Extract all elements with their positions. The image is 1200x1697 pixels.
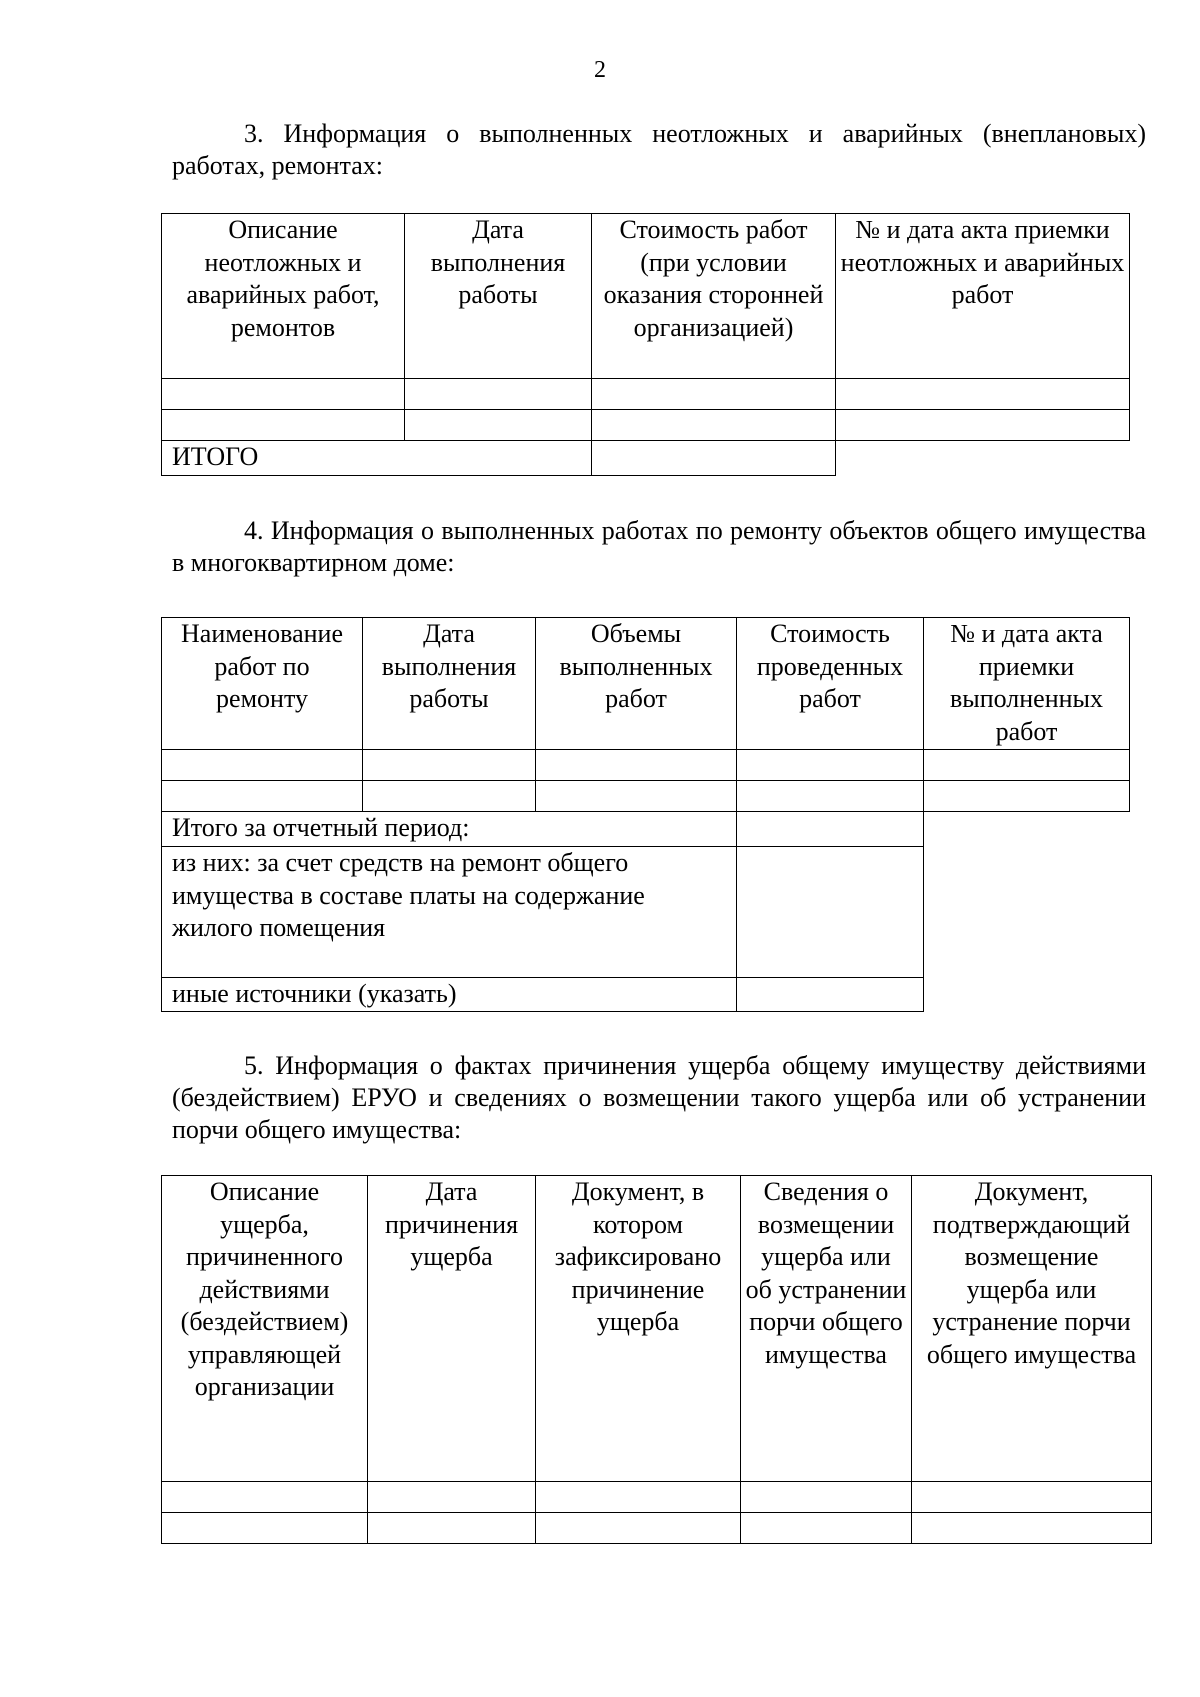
table-row <box>162 781 1130 812</box>
s4-col-volume: Объемы выполненных работ <box>536 618 737 750</box>
s3-total-row <box>162 441 1130 476</box>
s5-col-confirmation: Документ, подтверждающий возмещение ущерба или устранение порчи общего имущества <box>912 1176 1152 1482</box>
s5-col-description: Описание ущерба, причиненного действиями (бездействием) управляющей организации <box>162 1176 368 1482</box>
section4-table <box>161 617 1130 1012</box>
section3-heading: 3. Информация о выполненных неотложных и аварийных (внеплановых) работах, ремонтах: <box>172 119 1146 180</box>
s4-col-act: № и дата акта приемки выполненных работ <box>924 618 1130 750</box>
s3-col-act: № и дата акта приемки неотложных и аварийных работ <box>836 214 1130 379</box>
section5-heading: 5. Информация о фактах причинения ущерба общему имуществу действиями (бездействием) ЕРУО и сведениях о возмещении такого ущерба или об устранении порчи общего имущества: <box>172 1051 1146 1144</box>
s3-total-value <box>592 441 836 476</box>
table-row <box>162 1482 1152 1513</box>
s5-col-date: Дата причинения ущерба <box>368 1176 536 1482</box>
s3-total-label: ИТОГО <box>162 441 592 476</box>
section5-table <box>161 1175 1152 1544</box>
s4-of-which-label: из них: за счет средств на ремонт общего имущества в составе платы на содержание жилого помещения <box>162 847 737 978</box>
s4-col-cost: Стоимость проведенных работ <box>737 618 924 750</box>
s3-col-cost: Стоимость работ (при условии оказания сторонней организацией) <box>592 214 836 379</box>
s4-of-which-value <box>737 847 924 978</box>
s4-other-label: иные источники (указать) <box>162 978 737 1012</box>
table-row <box>162 379 1130 410</box>
s4-col-name: Наименование работ по ремонту <box>162 618 363 750</box>
s3-col-description: Описание неотложных и аварийных работ, ремонтов <box>162 214 405 379</box>
table-row <box>162 1513 1152 1544</box>
section4-heading: 4. Информация о выполненных работах по ремонту объектов общего имущества в многоквартирном доме: <box>172 516 1146 577</box>
s4-total-value <box>737 812 924 847</box>
section3-table <box>161 213 1130 476</box>
table-row <box>162 750 1130 781</box>
s3-col-date: Дата выполнения работы <box>405 214 592 379</box>
page-number: 2 <box>594 57 606 83</box>
table-row <box>162 410 1130 441</box>
s5-col-document: Документ, в котором зафиксировано причинение ущерба <box>536 1176 741 1482</box>
s4-total-label: Итого за отчетный период: <box>162 812 737 847</box>
s5-col-compensation: Сведения о возмещении ущерба или об устранении порчи общего имущества <box>741 1176 912 1482</box>
s4-of-which-row <box>162 847 1130 978</box>
s4-total-row <box>162 812 1130 847</box>
s4-other-row <box>162 978 1130 1012</box>
s4-col-date: Дата выполнения работы <box>363 618 536 750</box>
s4-other-value <box>737 978 924 1012</box>
